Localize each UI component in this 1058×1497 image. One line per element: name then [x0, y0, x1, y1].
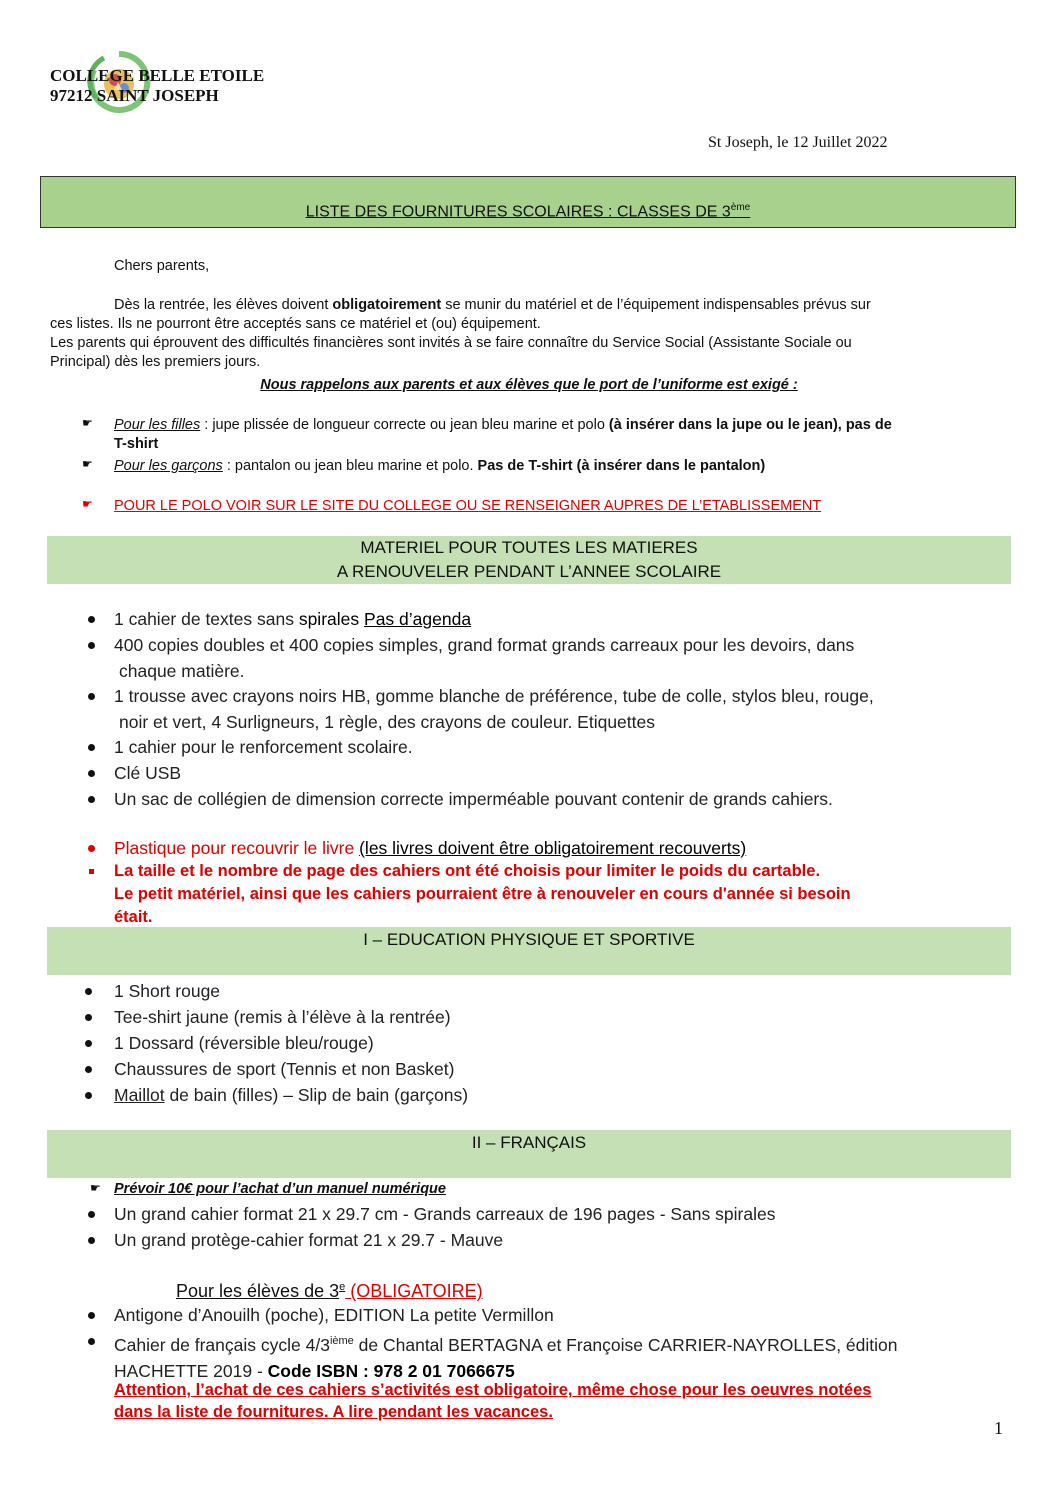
numeric-manual-note: Prévoir 10€ pour l’achat d’un manuel numérique	[114, 1181, 446, 1197]
list-item: Clé USB	[114, 763, 182, 783]
list-item	[114, 835, 746, 861]
school-line-2: 97212 SAINT JOSEPH	[50, 86, 219, 105]
polo-notice: POUR LE POLO VOIR SUR LE SITE DU COLLEGE OU SE RENSEIGNER AUPRES DE L’ETABLISSEMENT	[114, 498, 822, 514]
item8-line2: Le petit matériel, ainsi que les cahiers pourraient être à renouveler en cours d'année si besoin	[114, 885, 851, 903]
page-title-text: LISTE DES FOURNITURES SCOLAIRES : CLASSES DE 3	[305, 203, 731, 220]
pointing-hand-icon: ☛	[90, 1181, 101, 1195]
intro-p2-line2: Principal) dès les premiers jours.	[50, 354, 261, 370]
list-item	[114, 606, 471, 632]
bullet-dot	[88, 845, 95, 852]
intro-p1-bold: obligatoirement	[332, 297, 442, 313]
filles-line2: T-shirt	[114, 436, 159, 452]
item4-a: Cahier de français cycle 4/3	[114, 1334, 330, 1355]
item8-line3: était.	[114, 908, 153, 926]
list-item	[114, 632, 1008, 684]
page-number: 1	[994, 1418, 1003, 1438]
item1-a: 1 cahier de textes sans	[114, 609, 299, 629]
bullet-dot	[88, 1211, 95, 1218]
list-item	[114, 1082, 468, 1108]
item7-a: Plastique pour recouvrir le livre	[114, 838, 360, 858]
bullet-dot	[88, 744, 95, 751]
attention-line1: Attention, l’achat de ces cahiers s’activités est obligatoire, même chose pour les oeuvres notées	[114, 1381, 872, 1399]
filles-label: Pour les filles	[114, 417, 201, 433]
pointing-hand-icon: ☛	[82, 416, 93, 430]
bullet-dot	[88, 693, 95, 700]
subhead-a: Pour les élèves de 3	[176, 1281, 340, 1301]
list-item: Antigone d’Anouilh (poche), EDITION La petite Vermillon	[114, 1305, 554, 1325]
item8-line1: La taille et le nombre de page des cahiers ont été choisis pour limiter le poids du cartable.	[114, 862, 821, 880]
bullet-dot	[88, 1338, 95, 1345]
pointing-hand-icon: ☛	[82, 457, 93, 471]
intro-p1-line2: ces listes. Ils ne pourront être acceptés sans ce matériel et (ou) équipement.	[50, 316, 541, 332]
section-francais-header	[47, 1130, 1011, 1178]
bullet-dot	[85, 1040, 92, 1047]
item3-line1: 1 trousse avec crayons noirs HB, gomme blanche de préférence, tube de colle, stylos bleu, rouge,	[114, 686, 874, 706]
pointing-hand-icon: ☛	[82, 497, 93, 511]
uniform-garcons	[114, 457, 765, 476]
list-item	[114, 1328, 1014, 1384]
list-item: Chaussures de sport (Tennis et non Basket)	[114, 1059, 455, 1079]
item2-line1: 400 copies doubles et 400 copies simples, grand format grands carreaux pour les devoirs, dans	[114, 635, 855, 655]
list-item: 1 Dossard (réversible bleu/rouge)	[114, 1033, 374, 1053]
item4-sup: ième	[329, 1335, 354, 1347]
garcons-bold: Pas de T-shirt (à insérer dans le pantalon)	[477, 458, 766, 474]
item3-line2: noir et vert, 4 Surligneurs, 1 règle, des crayons de couleur. Etiquettes	[119, 712, 655, 732]
item5-a: Maillot	[114, 1085, 165, 1105]
subhead-b: (OBLIGATOIRE)	[345, 1281, 483, 1301]
item4-isbn: Code ISBN : 978 2 01 7066675	[267, 1360, 515, 1381]
attention-line2: dans la liste de fournitures. A lire pendant les vacances.	[114, 1403, 553, 1421]
bullet-dot	[88, 796, 95, 803]
list-item	[114, 683, 1008, 735]
bullet-dot	[88, 1312, 95, 1319]
greeting: Chers parents,	[114, 258, 210, 274]
bullet-dot	[88, 642, 95, 649]
section-francais-title: II – FRANÇAIS	[471, 1133, 587, 1152]
bullet-dot	[85, 988, 92, 995]
garcons-text: : pantalon ou jean bleu marine et polo.	[222, 458, 478, 474]
item2-line2: chaque matière.	[119, 661, 245, 681]
section-materiel-title-1: MATERIEL POUR TOUTES LES MATIERES	[360, 538, 698, 557]
section-eps-title: I – EDUCATION PHYSIQUE ET SPORTIVE	[363, 930, 695, 949]
intro-p1-a: Dès la rentrée, les élèves doivent	[114, 297, 333, 313]
item7-b: (les livres doivent être obligatoirement recouverts)	[359, 838, 747, 858]
page-title-sup: ème	[730, 201, 751, 213]
subhead-sup: e	[339, 1281, 346, 1293]
item1-b: spirales	[298, 609, 360, 629]
filles-text: : jupe plissée de longueur correcte ou jean bleu marine et polo	[200, 417, 609, 433]
bullet-dot	[85, 1014, 92, 1021]
subhead-3e	[176, 1275, 483, 1303]
page-title	[41, 202, 1015, 221]
list-item: Un sac de collégien de dimension correcte imperméable pouvant contenir de grands cahiers.	[114, 789, 833, 809]
bullet-dot	[88, 616, 95, 623]
bullet-dot	[85, 1092, 92, 1099]
attention-notice	[114, 1379, 1014, 1423]
uniform-notice: Nous rappelons aux parents et aux élèves que le port de l’uniforme est exigé :	[260, 377, 798, 393]
bullet-dot	[85, 1066, 92, 1073]
item4-line2-a: HACHETTE 2019 -	[114, 1360, 268, 1381]
intro-p2-line1: Les parents qui éprouvent des difficultés financières sont invités à se faire connaître du Service Social (Assistante Sociale ou	[50, 335, 852, 351]
title-banner	[40, 176, 1016, 228]
school-line-1: COLLEGE BELLE ETOILE	[50, 66, 265, 85]
bullet-square	[89, 869, 94, 874]
list-item: Un grand cahier format 21 x 29.7 cm - Grands carreaux de 196 pages - Sans spirales	[114, 1204, 776, 1224]
item4-b: de Chantal BERTAGNA et Françoise CARRIER-NAYROLLES, édition	[353, 1334, 898, 1355]
filles-bold: (à insérer dans la jupe ou le jean), pas de	[608, 417, 892, 433]
intro-p1-b: se munir du matériel et de l’équipement indispensables prévus sur	[441, 297, 871, 313]
list-item: 1 Short rouge	[114, 981, 221, 1001]
list-item: Un grand protège-cahier format 21 x 29.7 - Mauve	[114, 1230, 504, 1250]
section-eps-header	[47, 927, 1011, 975]
section-materiel-title-2: A RENOUVELER PENDANT L’ANNEE SCOLAIRE	[336, 562, 722, 581]
uniform-filles	[114, 416, 1014, 454]
letter-date: St Joseph, le 12 Juillet 2022	[708, 134, 888, 151]
intro-paragraph	[50, 296, 1010, 372]
section-materiel-header	[47, 536, 1011, 584]
bullet-dot	[88, 770, 95, 777]
item1-d: Pas d’agenda	[364, 609, 472, 629]
bullet-dot	[88, 1237, 95, 1244]
list-item: Tee-shirt jaune (remis à l’élève à la rentrée)	[114, 1007, 451, 1027]
school-name	[50, 66, 264, 106]
garcons-label: Pour les garçons	[114, 458, 223, 474]
item5-b: de bain (filles) – Slip de bain (garçons)	[164, 1085, 469, 1105]
list-item: 1 cahier pour le renforcement scolaire.	[114, 737, 413, 757]
cahiers-warning	[114, 860, 1014, 929]
